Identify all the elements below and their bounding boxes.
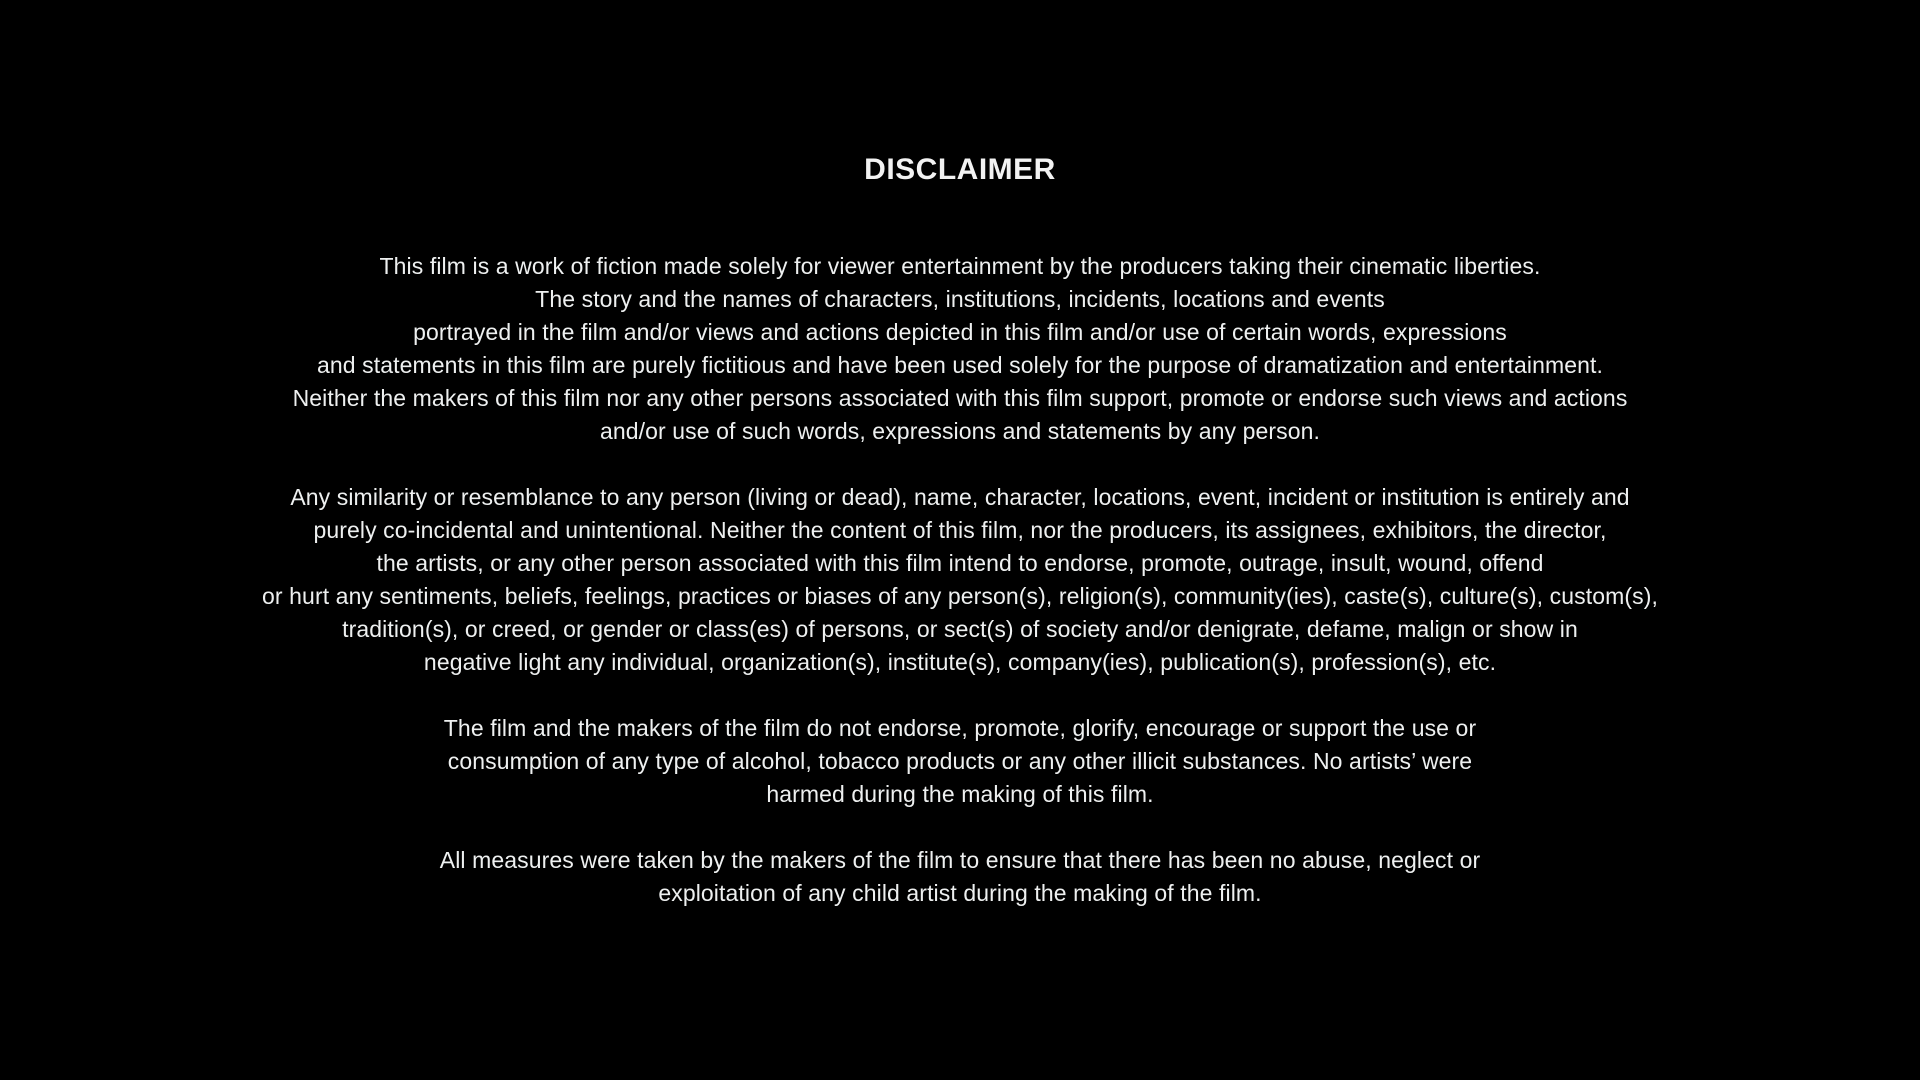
disclaimer-line: All measures were taken by the makers of the film to ensure that there has been no abuse, neglect or	[439, 847, 1481, 873]
disclaimer-line: Neither the makers of this film nor any other persons associated with this film support, promote or endorse such views and actions	[292, 385, 1628, 411]
disclaimer-line: The film and the makers of the film do not endorse, promote, glorify, encourage or support the use or	[443, 715, 1477, 741]
disclaimer-line: consumption of any type of alcohol, tobacco products or any other illicit substances. No artists’ were	[447, 748, 1473, 774]
disclaimer-line: the artists, or any other person associated with this film intend to endorse, promote, outrage, insult, wound, offend	[376, 550, 1544, 576]
disclaimer-line: purely co-incidental and unintentional. Neither the content of this film, nor the producers, its assignees, exhibitors, the director,	[313, 517, 1607, 543]
disclaimer-line: This film is a work of fiction made solely for viewer entertainment by the producers taking their cinematic liberties.	[379, 253, 1541, 279]
disclaimer-line: The story and the names of characters, institutions, incidents, locations and events	[535, 286, 1385, 312]
disclaimer-line: Any similarity or resemblance to any person (living or dead), name, character, locations, event, incident or institution is entirely and	[290, 484, 1630, 510]
disclaimer-line: negative light any individual, organization(s), institute(s), company(ies), publication(s), profession(s), etc.	[423, 649, 1497, 675]
disclaimer-line: and/or use of such words, expressions and statements by any person.	[599, 418, 1321, 444]
disclaimer-paragraph-substances	[444, 712, 1476, 811]
disclaimer-paragraph-child-artist	[440, 844, 1480, 910]
disclaimer-line: portrayed in the film and/or views and actions depicted in this film and/or use of certain words, expressions	[413, 319, 1507, 345]
disclaimer-line: and statements in this film are purely fictitious and have been used solely for the purpose of dramatization and entertainment.	[316, 352, 1604, 378]
disclaimer-line: or hurt any sentiments, beliefs, feelings, practices or biases of any person(s), religion(s), community(ies), caste(s), culture(s), custom(s),	[262, 583, 1658, 609]
disclaimer-line: exploitation of any child artist during the making of the film.	[658, 880, 1262, 906]
disclaimer-paragraph-fiction	[293, 250, 1628, 448]
disclaimer-line: tradition(s), or creed, or gender or class(es) of persons, or sect(s) of society and/or denigrate, defame, malign or show in	[342, 616, 1578, 642]
disclaimer-paragraph-similarity	[262, 481, 1658, 679]
disclaimer-title: DISCLAIMER	[864, 153, 1056, 186]
disclaimer-line: harmed during the making of this film.	[766, 781, 1154, 807]
